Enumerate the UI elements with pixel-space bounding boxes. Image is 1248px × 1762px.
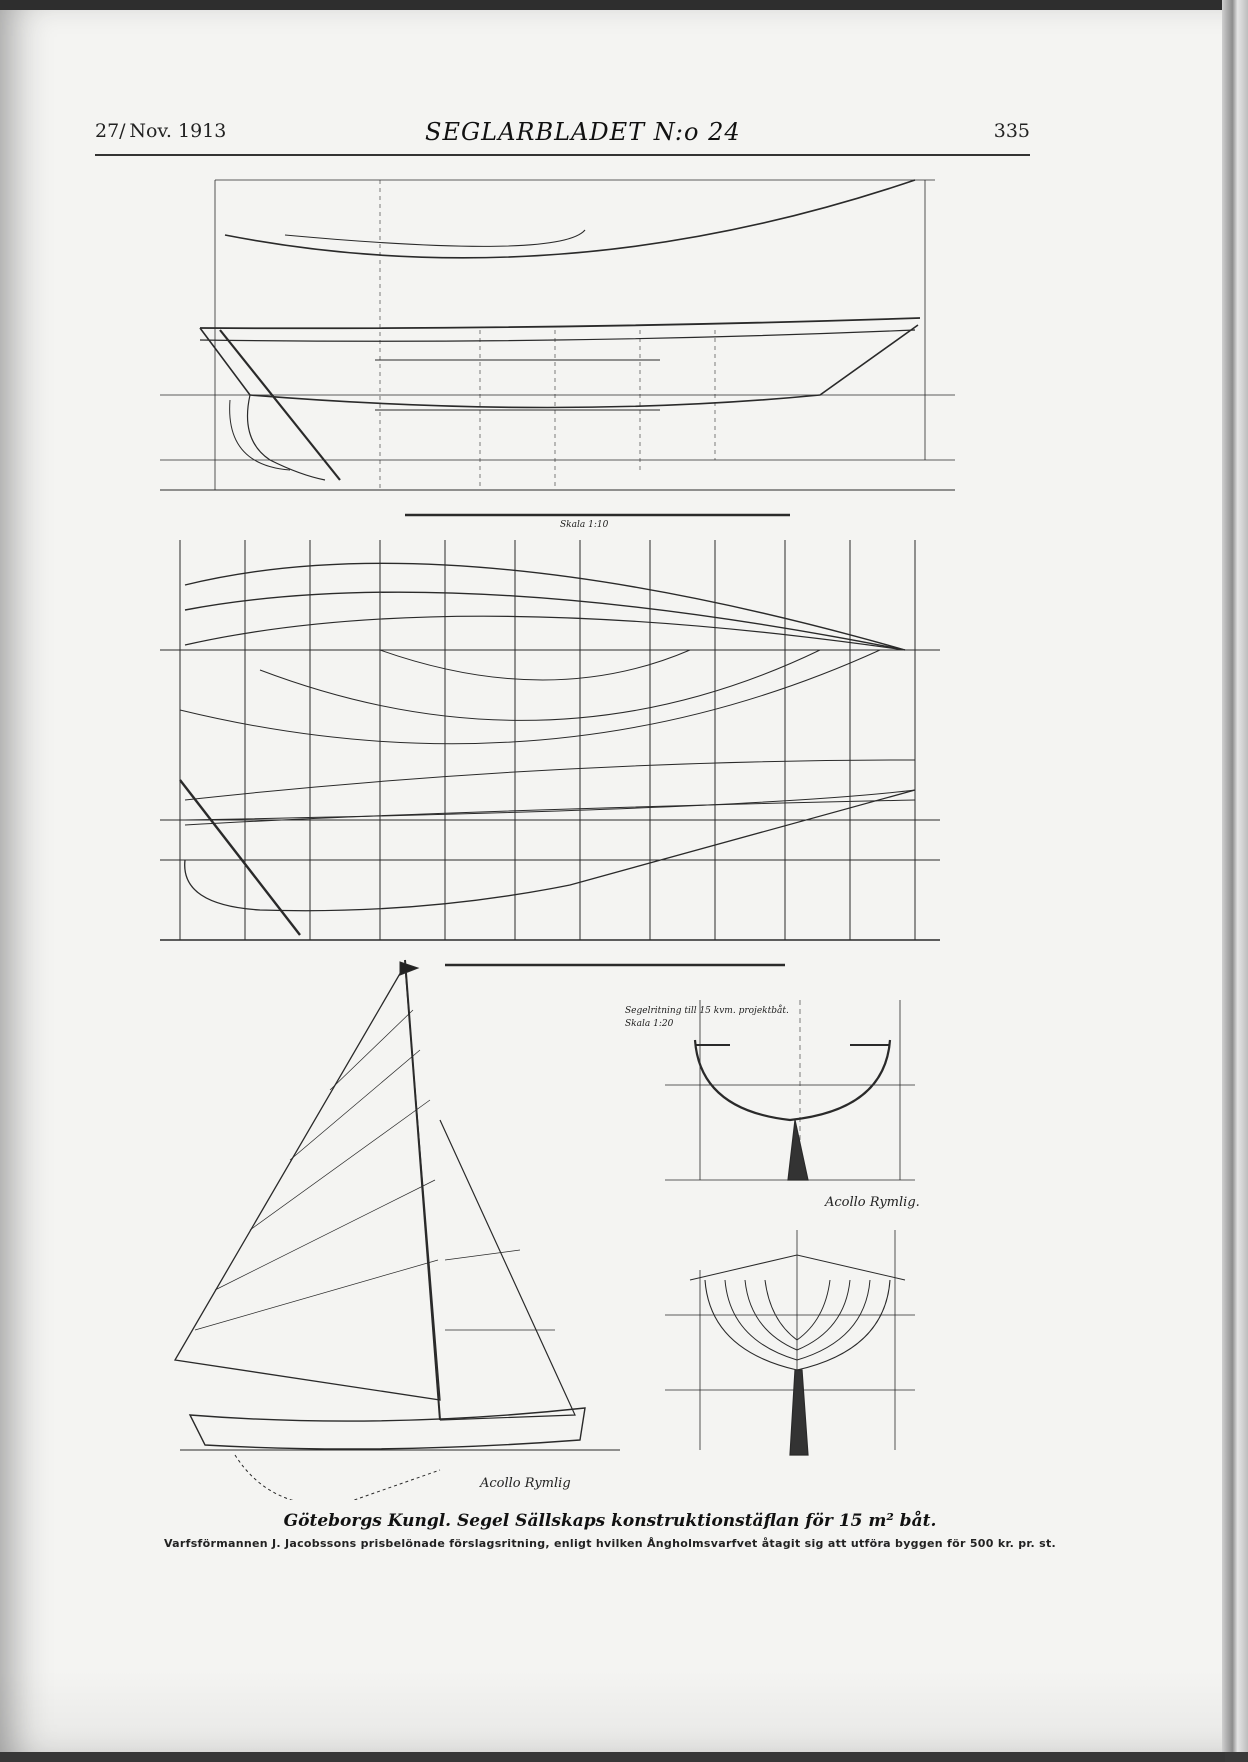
sail-plan-note-line1: Segelritning till 15 kvm. projektbåt. <box>625 1006 789 1016</box>
sail-plan-note-line2: Skala 1:20 <box>625 1019 674 1029</box>
lines-plan <box>160 540 940 965</box>
caption-subtitle: Varfsförmannen J. Jacobssons prisbelönade förslagsritning, enligt hvilken Ångholmsvarfvet åtagit sig att utföra byggen för 500 kr. pr. st. <box>163 1537 1057 1550</box>
sail-plan-note <box>625 1005 789 1031</box>
designer-signature: Acollo Rymlig. <box>825 1195 920 1210</box>
body-plan-sections <box>665 1230 915 1455</box>
caption-title: Göteborgs Kungl. Segel Sällskaps konstruktionstäflan för 15 m² båt. <box>283 1511 937 1531</box>
page-bottom-shade <box>0 1670 1225 1762</box>
profile-scale-note: Skala 1:10 <box>560 520 609 530</box>
sail-plan-signature: Acollo Rymlig <box>480 1476 571 1491</box>
issue-date: 27/ Nov. 1913 <box>95 120 227 142</box>
figure-caption <box>60 1511 1160 1550</box>
sail-plan <box>175 960 620 1500</box>
profile-plan <box>160 180 955 515</box>
book-spine-edge <box>1222 0 1248 1752</box>
journal-title: SEGLARBLADET N:o 24 <box>425 118 741 146</box>
page-number: 335 <box>993 120 1030 142</box>
